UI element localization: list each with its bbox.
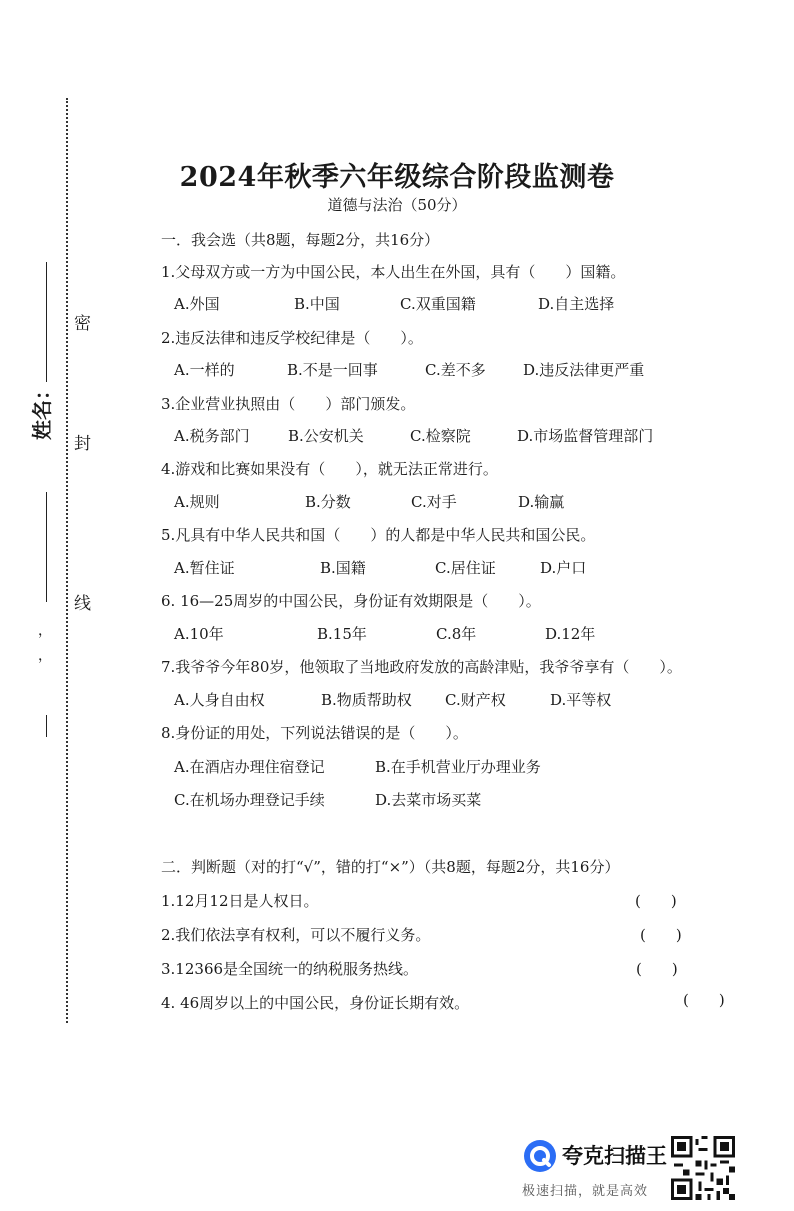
q1-option-a: A.外国	[174, 295, 220, 313]
q2-option-c: C.差不多	[425, 361, 486, 379]
page-subtitle: 道德与法治（50分）	[327, 196, 467, 214]
q8-option-c: C.在机场办理登记手续	[174, 791, 325, 809]
seal-char-mi: 密	[74, 314, 91, 334]
question-8: 8.身份证的用处，下列说法错误的是（ ）。	[161, 724, 468, 742]
judge-item-3: 3.12366是全国统一的纳税服务热线。	[161, 960, 419, 978]
question-6: 6. 16—25周岁的中国公民，身份证有效期限是（ ）。	[161, 592, 541, 610]
q1-option-c: C.双重国籍	[400, 295, 476, 313]
question-3: 3.企业营业执照由（ ）部门颁发。	[161, 395, 416, 413]
side-mark-2: ，	[38, 648, 52, 664]
name-blank-line	[46, 262, 47, 382]
q4-option-a: A.规则	[174, 493, 220, 511]
judge-item-2: 2.我们依法享有权利，可以不履行义务。	[161, 926, 431, 944]
q7-option-b: B.物质帮助权	[321, 691, 412, 709]
section2-heading: 二．判断题（对的打“√”，错的打“×”）（共8题，每题2分，共16分）	[161, 858, 620, 876]
blank-line-3	[46, 715, 47, 737]
seal-char-feng: 封	[74, 434, 91, 454]
q4-option-b: B.分数	[305, 493, 351, 511]
question-4: 4.游戏和比赛如果没有（ ），就无法正常进行。	[161, 460, 498, 478]
binding-dotted-line	[66, 98, 68, 1023]
judge-answer-3: ( )	[636, 960, 678, 978]
qr-code-icon	[671, 1136, 735, 1200]
q4-option-c: C.对手	[411, 493, 457, 511]
q6-option-d: D.12年	[545, 625, 596, 643]
q5-option-d: D.户口	[540, 559, 587, 577]
q3-option-c: C.检察院	[410, 427, 471, 445]
q8-option-b: B.在手机营业厅办理业务	[375, 758, 541, 776]
q2-option-b: B.不是一回事	[287, 361, 378, 379]
q4-option-d: D.输赢	[518, 493, 565, 511]
judge-answer-2: ( )	[640, 926, 682, 944]
judge-item-4: 4. 46周岁以上的中国公民，身份证长期有效。	[161, 994, 470, 1012]
question-1: 1.父母双方或一方为中国公民，本人出生在外国，具有（ ）国籍。	[161, 263, 626, 281]
q8-option-a: A.在酒店办理住宿登记	[174, 758, 325, 776]
q3-option-b: B.公安机关	[288, 427, 364, 445]
blank-line-2	[46, 492, 47, 602]
q3-option-a: A.税务部门	[174, 427, 250, 445]
q6-option-b: B.15年	[317, 625, 367, 643]
brand-name: 夸克扫描王	[562, 1144, 667, 1168]
q3-option-d: D.市场监督管理部门	[517, 427, 654, 445]
judge-answer-4: ( )	[683, 991, 725, 1009]
q6-option-a: A.10年	[174, 625, 224, 643]
q1-option-b: B.中国	[294, 295, 340, 313]
judge-answer-1: ( )	[635, 892, 677, 910]
name-label: 姓名：	[30, 380, 54, 440]
quark-logo-icon	[522, 1138, 558, 1174]
seal-char-xian: 线	[74, 594, 91, 614]
q7-option-c: C.财产权	[445, 691, 506, 709]
q7-option-d: D.平等权	[550, 691, 612, 709]
q8-option-d: D.去菜市场买菜	[375, 791, 482, 809]
q5-option-a: A.暂住证	[174, 559, 235, 577]
q1-option-d: D.自主选择	[538, 295, 615, 313]
side-mark-1: ，	[38, 623, 52, 639]
q5-option-b: B.国籍	[320, 559, 366, 577]
q6-option-c: C.8年	[436, 625, 477, 643]
question-2: 2.违反法律和违反学校纪律是（ ）。	[161, 329, 423, 347]
question-7: 7.我爷爷今年80岁，他领取了当地政府发放的高龄津贴，我爷爷享有（ ）。	[161, 658, 682, 676]
q2-option-d: D.违反法律更严重	[523, 361, 645, 379]
q5-option-c: C.居住证	[435, 559, 496, 577]
page-title: 2024年秋季六年级综合阶段监测卷	[179, 162, 615, 193]
brand-tagline: 极速扫描，就是高效	[522, 1184, 649, 1199]
section1-heading: 一．我会选（共8题，每题2分，共16分）	[161, 231, 440, 249]
question-5: 5.凡具有中华人民共和国（ ）的人都是中华人民共和国公民。	[161, 526, 596, 544]
q7-option-a: A.人身自由权	[174, 691, 265, 709]
q2-option-a: A.一样的	[174, 361, 235, 379]
judge-item-1: 1.12月12日是人权日。	[161, 892, 319, 910]
